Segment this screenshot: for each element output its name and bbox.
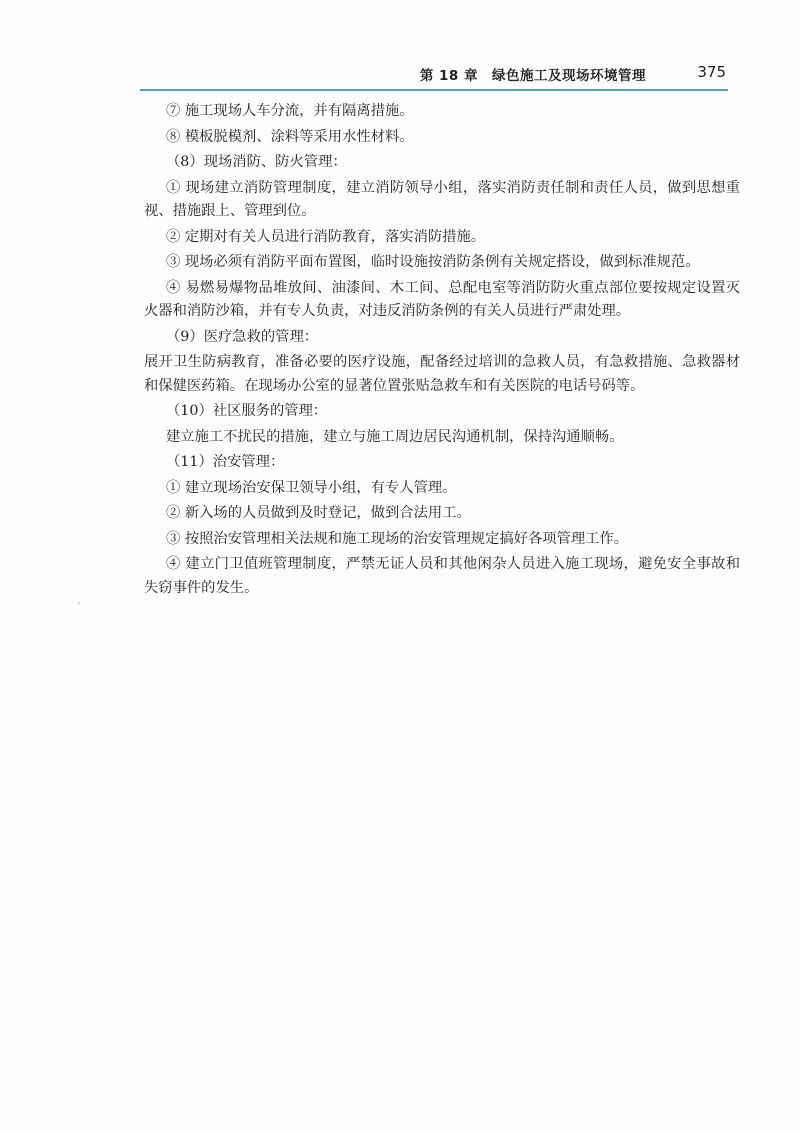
chapter-title: 第 18 章 绿色施工及现场环境管理 (419, 68, 646, 84)
section-heading-medical: （9）医疗急救的管理： (166, 328, 319, 345)
paragraph-security-1: ① 建立现场治安保卫领导小组，有专人管理。 (166, 479, 457, 496)
paragraph-fire-1: ① 现场建立消防管理制度，建立消防领导小组，落实消防责任制和责任人员，做到思想重视、措施跟上、管理到位。 (144, 179, 740, 219)
paragraph-fire-3: ③ 现场必须有消防平面布置图，临时设施按消防条例有关规定搭设，做到标准规范。 (166, 254, 700, 270)
paragraph-community: 建立施工不扰民的措施，建立与施工周边居民沟通机制，保持沟通顺畅。 (166, 428, 624, 445)
body-text (144, 100, 740, 600)
paragraph-medical: 展开卫生防病教育，准备必要的医疗设施，配备经过培训的急救人员，有急救措施、急救器材和保健医药箱。在现场办公室的显著位置张贴急救车和有关医院的电话号码等。 (144, 354, 740, 394)
running-header (140, 62, 726, 86)
header-rule (140, 89, 728, 91)
paragraph-security-3: ③ 按照治安管理相关法规和施工现场的治安管理规定搞好各项管理工作。 (166, 530, 629, 547)
paragraph-fire-2: ② 定期对有关人员进行消防教育，落实消防措施。 (166, 228, 486, 245)
section-heading-fire: （8）现场消防、防火管理： (166, 154, 347, 170)
scan-speck (78, 602, 80, 604)
paragraph-security-2: ② 新入场的人员做到及时登记，做到合法用工。 (166, 505, 471, 521)
section-heading-security: （11）治安管理： (166, 454, 285, 470)
section-heading-community: （10）社区服务的管理： (166, 403, 328, 419)
paragraph-item-8: ⑧ 模板脱模剂、涂料等采用水性材料。 (166, 128, 414, 145)
paragraph-item-7: ⑦ 施工现场人车分流，并有隔离措施。 (166, 103, 414, 119)
paragraph-fire-4: ④ 易燃易爆物品堆放间、油漆间、木工间、总配电室等消防防火重点部位要按规定设置灭火器和消防沙箱，并有专人负责，对违反消防条例的有关人员进行严肃处理。 (144, 279, 740, 319)
page-number: 375 (697, 63, 726, 81)
paragraph-security-4: ④ 建立门卫值班管理制度，严禁无证人员和其他闲杂人员进入施工现场，避免安全事故和失窃事件的发生。 (144, 556, 740, 596)
